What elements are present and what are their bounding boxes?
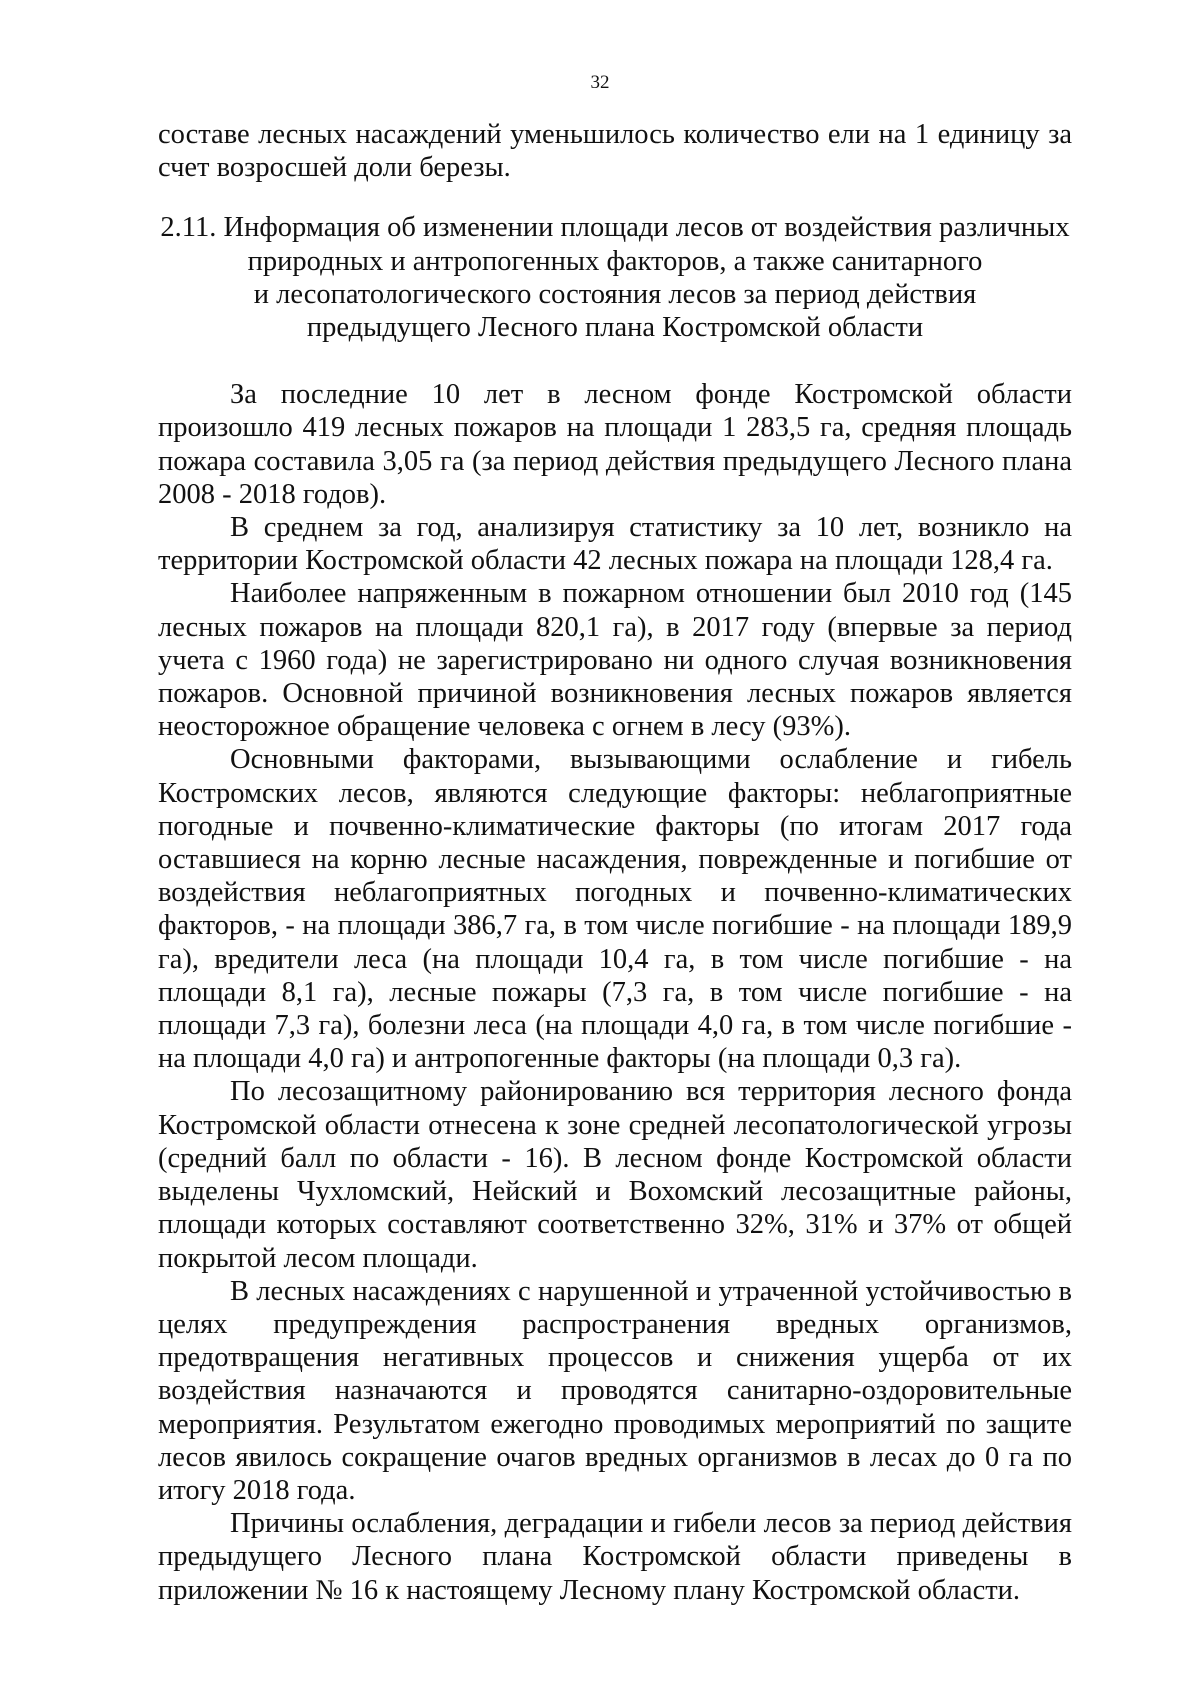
- section-heading-line: предыдущего Лесного плана Костромской области: [306, 312, 924, 344]
- intro-paragraph: составе лесных насаждений уменьшилось количество ели на 1 единицу за счет возросшей доли березы.: [158, 119, 1072, 184]
- section-heading-line: природных и антропогенных факторов, а также санитарного: [247, 245, 983, 277]
- paragraph-forest-protection-zoning: По лесозащитному районированию вся территория лесного фонда Костромской области отнесена к зоне средней лесопатологической угрозы (средний балл по области - 16). В лесном фонде Костромской области выделены Чухломский, Нейский и Вохомский лесозащитные районы, площади которых составляют соответственно 32%, 31% и 37% от общей покрытой лесом площади.: [158, 1076, 1072, 1274]
- page-number: 32: [590, 72, 610, 93]
- paragraph-fires-annual-average: В среднем за год, анализируя статистику за 10 лет, возникло на территории Костромской области 42 лесных пожара на площади 128,4 га.: [158, 512, 1072, 577]
- paragraph-appendix-reference: Причины ослабления, деградации и гибели лесов за период действия предыдущего Лесного плана Костромской области приведены в приложении № 16 к настоящему Лесному плану Костромской области.: [158, 1508, 1072, 1606]
- section-heading-line: 2.11. Информация об изменении площади лесов от воздействия различных: [160, 212, 1070, 244]
- section-heading-line: и лесопатологического состояния лесов за период действия: [253, 278, 977, 310]
- section-heading: [158, 211, 1072, 344]
- document-body: [158, 118, 1072, 1607]
- paragraph-weakening-factors: Основными факторами, вызывающими ослабление и гибель Костромских лесов, являются следующие факторы: неблагоприятные погодные и почвенно-климатические факторы (по итогам 2017 года оставшиеся на корню лесные насаждения, поврежденные и погибшие от воздействия неблагоприятных погодных и почвенно-климатических факторов, - на площади 386,7 га, в том числе погибшие - на площади 189,9 га), вредители леса (на площади 10,4 га, в том числе погибшие - на площади 8,1 га), лесные пожары (7,3 га, в том числе погибшие - на площади 7,3 га), болезни леса (на площади 4,0 га, в том числе погибшие - на площади 4,0 га) и антропогенные факторы (на площади 0,3 га).: [158, 744, 1072, 1075]
- paragraph-fires-ten-years: За последние 10 лет в лесном фонде Костромской области произошло 419 лесных пожаров на площади 1 283,5 га, средняя площадь пожара составила 3,05 га (за период действия предыдущего Лесного плана 2008 - 2018 годов).: [158, 379, 1072, 510]
- paragraph-fire-peak-year: Наиболее напряженным в пожарном отношении был 2010 год (145 лесных пожаров на площади 820,1 га), в 2017 году (впервые за период учета с 1960 года) не зарегистрировано ни одного случая возникновения пожаров. Основной причиной возникновения лесных пожаров является неосторожное обращение человека с огнем в лесу (93%).: [158, 578, 1072, 743]
- paragraph-sanitary-measures: В лесных насаждениях с нарушенной и утраченной устойчивостью в целях предупреждения распространения вредных организмов, предотвращения негативных процессов и снижения ущерба от их воздействия назначаются и проводятся санитарно-оздоровительные мероприятия. Результатом ежегодно проводимых мероприятий по защите лесов явилось сокращение очагов вредных организмов в лесах до 0 га по итогу 2018 года.: [158, 1275, 1072, 1506]
